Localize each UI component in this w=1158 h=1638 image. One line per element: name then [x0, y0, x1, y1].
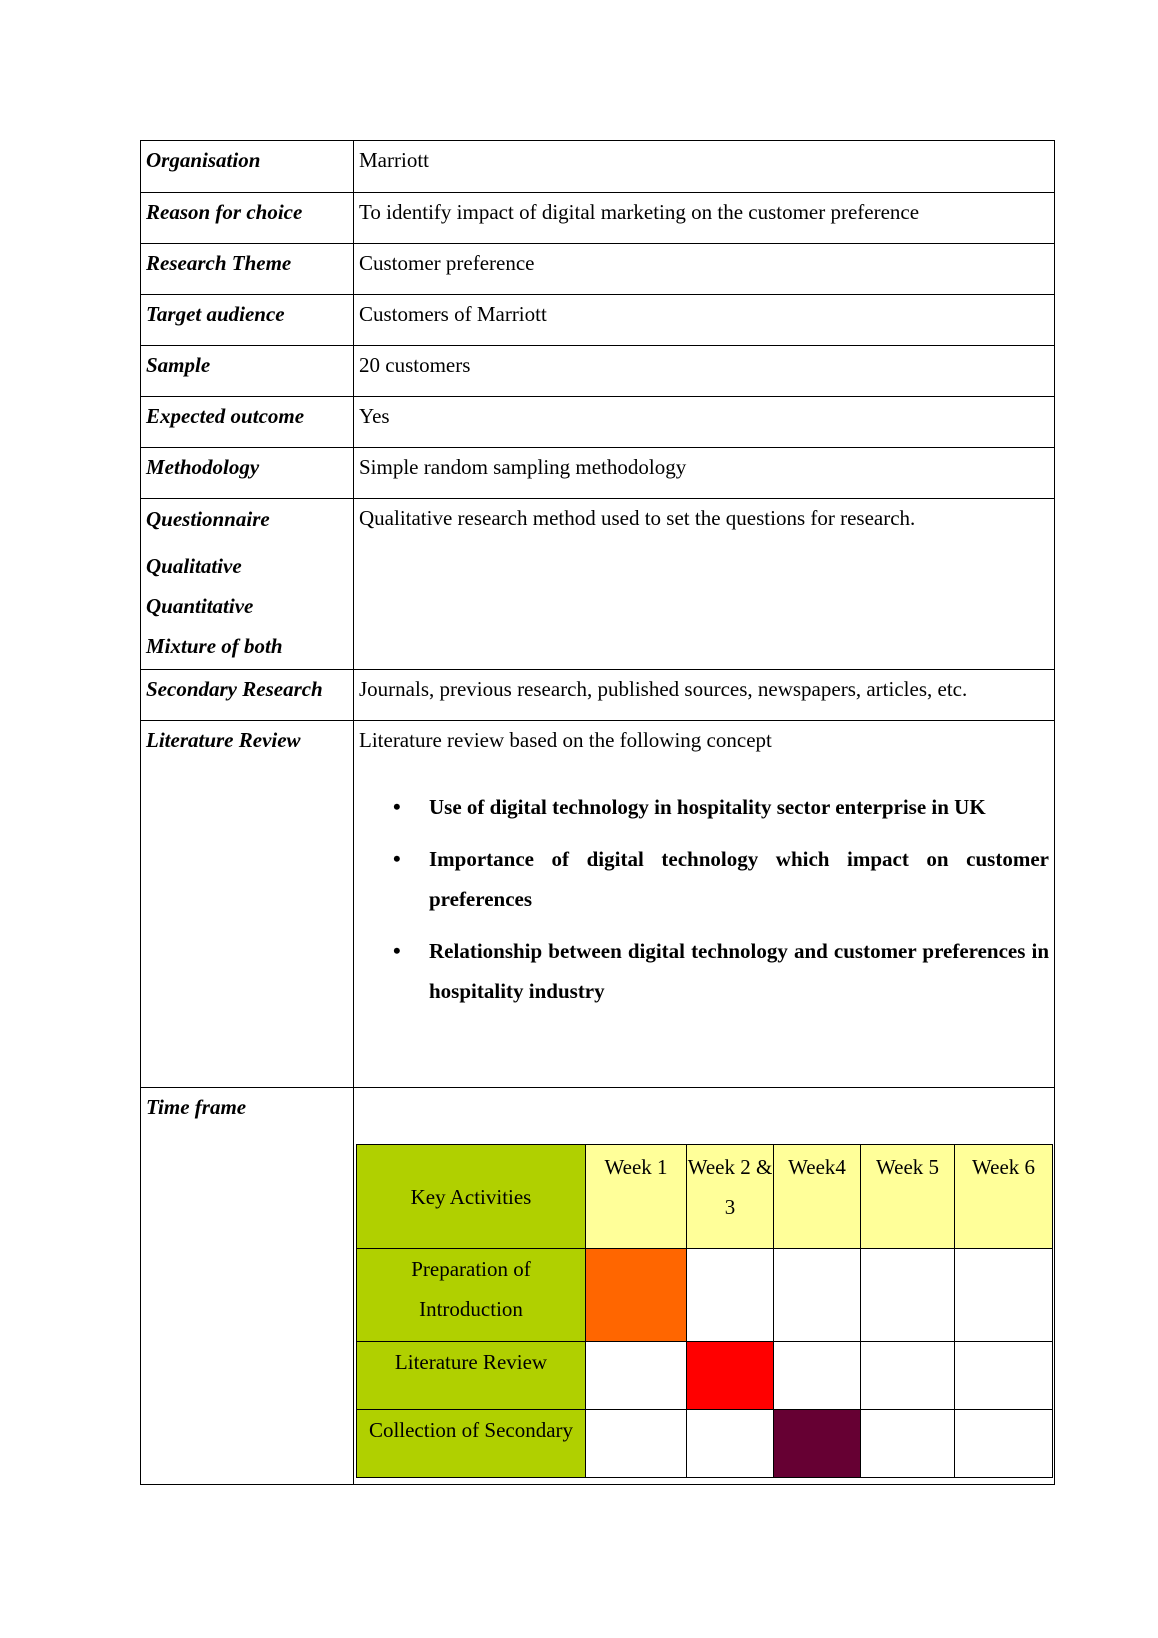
- label-secondary-research: Secondary Research: [141, 670, 354, 721]
- label-methodology: Methodology: [141, 448, 354, 499]
- value-expected-outcome: Yes: [354, 397, 1055, 448]
- gantt-header-row: [357, 1145, 1053, 1249]
- label-quantitative: Quantitative: [146, 594, 254, 618]
- key-activities-header: Key Activities: [357, 1145, 586, 1249]
- label-organisation: Organisation: [141, 141, 354, 193]
- week-cell: [586, 1410, 687, 1478]
- label-mixture: Mixture of both: [146, 634, 283, 658]
- week-cell: [955, 1249, 1053, 1342]
- row-questionnaire: [141, 499, 1055, 670]
- week-cell: [955, 1342, 1053, 1410]
- week-header: Week 1: [586, 1145, 687, 1249]
- week-cell: [774, 1249, 861, 1342]
- concept-item: • Relationship between digital technology and customer preferences in hospitality industry: [359, 931, 1049, 1011]
- value-time-frame: [354, 1088, 1055, 1485]
- row-expected-outcome: [141, 397, 1055, 448]
- gantt-table: [356, 1144, 1053, 1478]
- week-cell: [774, 1410, 861, 1478]
- row-methodology: [141, 448, 1055, 499]
- week-header: Week 5: [861, 1145, 955, 1249]
- label-questionnaire-group: [141, 499, 354, 670]
- label-time-frame: Time frame: [141, 1088, 354, 1485]
- week-header: Week4: [774, 1145, 861, 1249]
- row-target-audience: [141, 295, 1055, 346]
- value-questionnaire: Qualitative research method used to set the questions for research.: [354, 499, 1055, 670]
- value-research-theme: Customer preference: [354, 244, 1055, 295]
- value-reason: To identify impact of digital marketing on the customer preference: [354, 193, 1055, 244]
- week-cell: [955, 1410, 1053, 1478]
- label-research-theme: Research Theme: [141, 244, 354, 295]
- activity-name: Collection of Secondary: [357, 1410, 586, 1478]
- activity-name: Preparation of Introduction: [357, 1249, 586, 1342]
- label-target-audience: Target audience: [141, 295, 354, 346]
- label-sample: Sample: [141, 346, 354, 397]
- row-literature-review: [141, 721, 1055, 1088]
- value-methodology: Simple random sampling methodology: [354, 448, 1055, 499]
- week-cell: [861, 1249, 955, 1342]
- week-cell: [586, 1249, 687, 1342]
- concept-item: • Importance of digital technology which impact on customer preferences: [359, 839, 1049, 919]
- research-proposal-table: [140, 140, 1055, 1485]
- label-questionnaire: Questionnaire: [146, 507, 270, 531]
- row-reason: [141, 193, 1055, 244]
- concept-item: • Use of digital technology in hospitality sector enterprise in UK: [359, 787, 1049, 827]
- week-cell: [774, 1342, 861, 1410]
- gantt-activity-row: [357, 1410, 1053, 1478]
- week-cell: [687, 1342, 774, 1410]
- gantt-activity-row: [357, 1342, 1053, 1410]
- week-cell: [861, 1410, 955, 1478]
- literature-intro: Literature review based on the following concept: [359, 728, 772, 752]
- label-qualitative: Qualitative: [146, 554, 242, 578]
- row-secondary-research: [141, 670, 1055, 721]
- week-header: Week 6: [955, 1145, 1053, 1249]
- week-cell: [861, 1342, 955, 1410]
- value-organisation: Marriott: [354, 141, 1055, 193]
- literature-concept-list: [359, 787, 1049, 1011]
- activity-name: Literature Review: [357, 1342, 586, 1410]
- row-research-theme: [141, 244, 1055, 295]
- week-cell: [586, 1342, 687, 1410]
- row-time-frame: [141, 1088, 1055, 1485]
- gantt-activity-row: [357, 1249, 1053, 1342]
- label-expected-outcome: Expected outcome: [141, 397, 354, 448]
- label-literature-review: Literature Review: [141, 721, 354, 1088]
- week-cell: [687, 1410, 774, 1478]
- value-secondary-research: Journals, previous research, published sources, newspapers, articles, etc.: [354, 670, 1055, 721]
- week-cell: [687, 1249, 774, 1342]
- row-sample: [141, 346, 1055, 397]
- label-reason: Reason for choice: [141, 193, 354, 244]
- week-header: Week 2 & 3: [687, 1145, 774, 1249]
- row-organisation: [141, 141, 1055, 193]
- value-target-audience: Customers of Marriott: [354, 295, 1055, 346]
- value-literature-review: [354, 721, 1055, 1088]
- value-sample: 20 customers: [354, 346, 1055, 397]
